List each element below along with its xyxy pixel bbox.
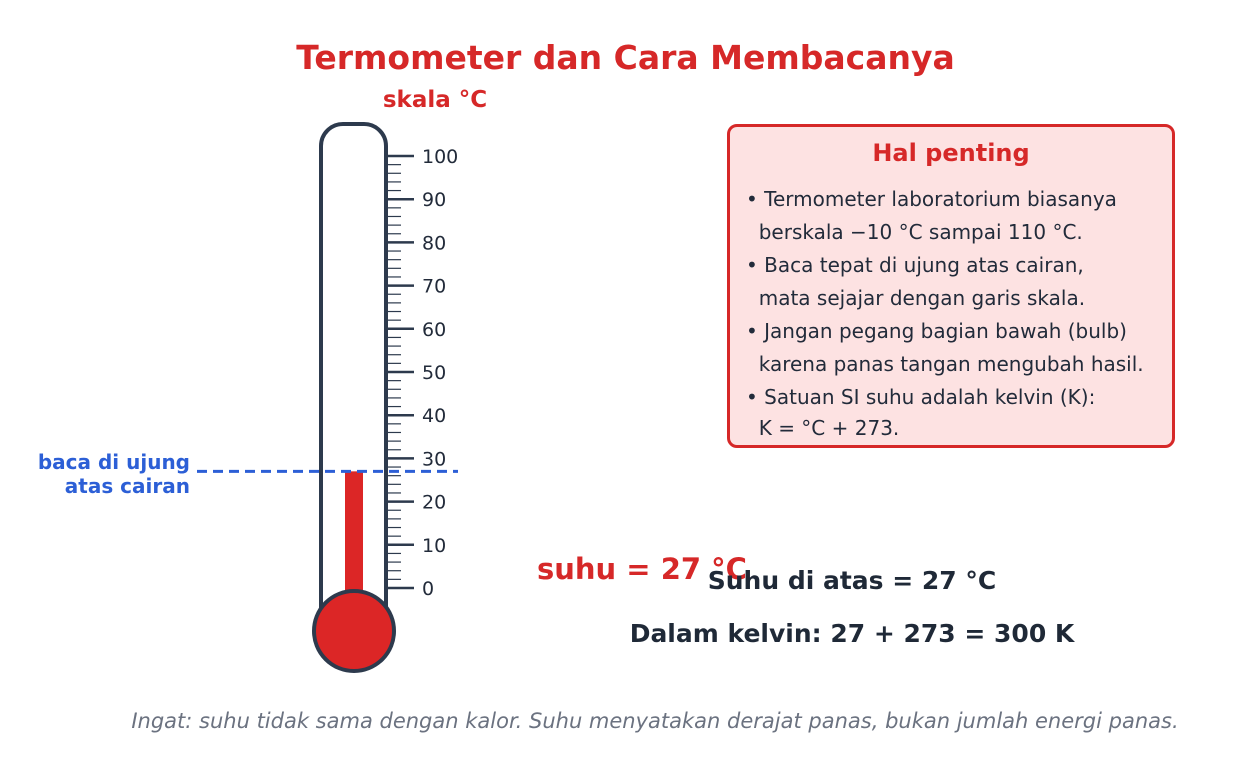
tick-label: 60	[422, 318, 447, 341]
read-label-line2: atas cairan	[64, 474, 190, 498]
tick-label: 90	[422, 189, 447, 212]
thermometer-bulb	[314, 591, 394, 671]
tick-label: 20	[422, 491, 447, 514]
read-label-line1: baca di ujung	[37, 450, 190, 474]
info-line: • Satuan SI suhu adalah kelvin (K):	[746, 385, 1096, 409]
info-line: berskala −10 °C sampai 110 °C.	[746, 220, 1083, 244]
tick-label: 80	[422, 232, 447, 255]
info-box	[727, 124, 1175, 448]
info-line: • Jangan pegang bagian bawah (bulb)	[746, 319, 1127, 343]
info-line: K = °C + 273.	[746, 416, 900, 440]
tick-label: 30	[422, 448, 447, 471]
tick-label: 10	[422, 534, 447, 557]
info-line: karena panas tangan mengubah hasil.	[746, 352, 1144, 376]
footnote: Ingat: suhu tidak sama dengan kalor. Suhu menyatakan derajat panas, bukan jumlah energi panas.	[131, 709, 1179, 733]
temperature-overlay: suhu = 27 °C	[537, 552, 747, 586]
scale-label: skala °C	[382, 87, 488, 113]
temperature-statement: Suhu di atas = 27 °C	[707, 566, 997, 595]
info-box-title: Hal penting	[872, 139, 1030, 167]
kelvin-statement: Dalam kelvin: 27 + 273 = 300 K	[629, 619, 1075, 648]
tick-label: 50	[422, 362, 447, 384]
scale-ticks	[387, 156, 414, 588]
read-instruction-label	[0, 450, 190, 498]
info-line: • Baca tepat di ujung atas cairan,	[746, 253, 1084, 277]
tick-label: 70	[422, 275, 447, 298]
tick-label: 0	[422, 578, 435, 600]
page-title: Termometer dan Cara Membacanya	[296, 38, 955, 77]
info-line: • Termometer laboratorium biasanya	[746, 187, 1117, 211]
tick-label: 40	[422, 405, 447, 428]
tick-label: 100	[422, 146, 459, 168]
info-line: mata sejajar dengan garis skala.	[746, 286, 1086, 310]
tick-labels	[422, 146, 458, 600]
